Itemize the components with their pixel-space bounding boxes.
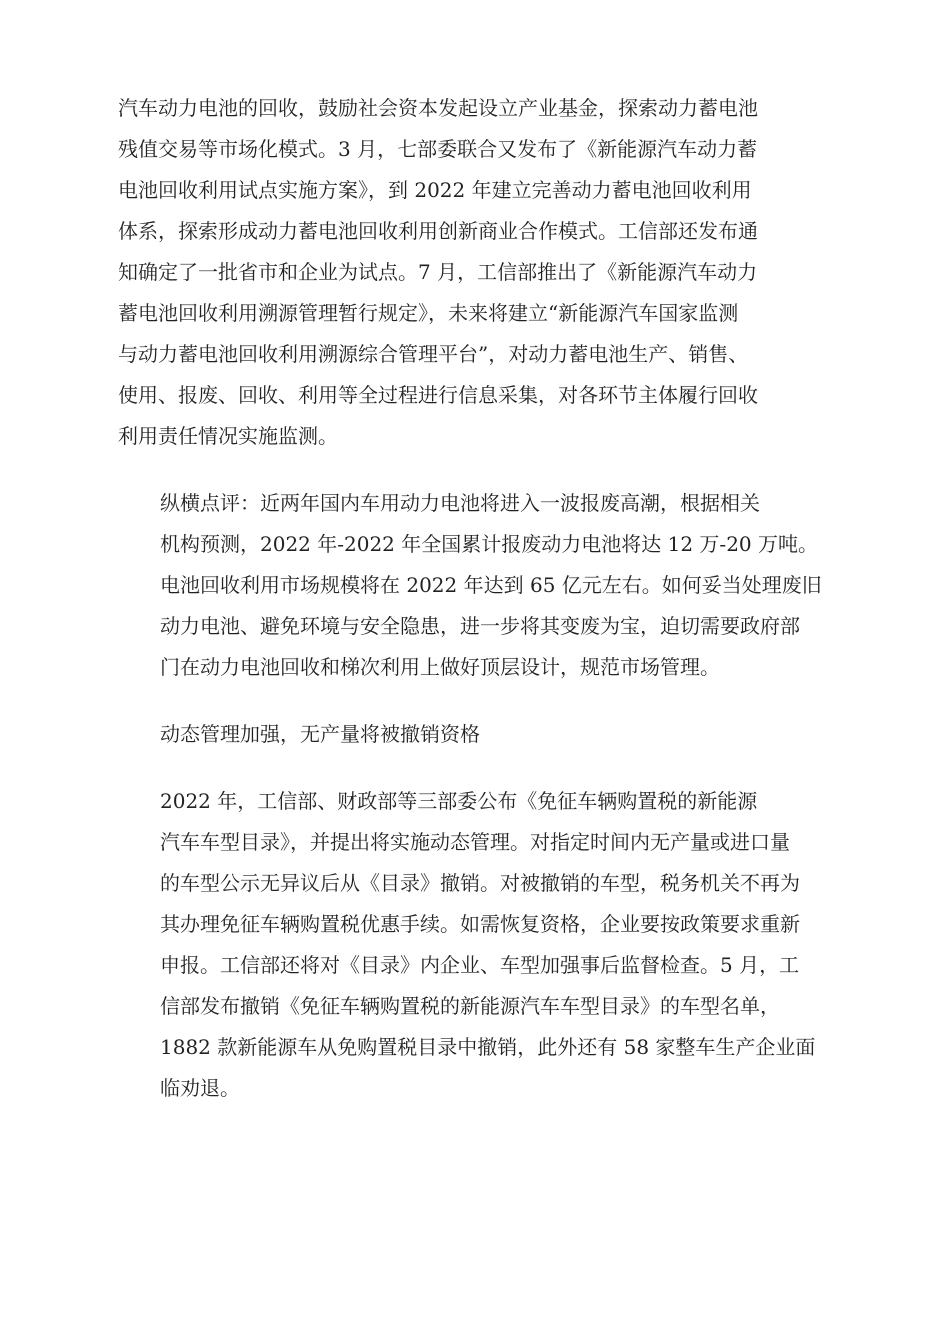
- paragraph-commentary: [118, 483, 834, 688]
- text-line: 蓄电池回收利用溯源管理暂行规定》，未来将建立“新能源汽车国家监测: [118, 301, 739, 325]
- paragraph-dynamic-management: [118, 781, 834, 1109]
- text-line: 汽车车型目录》，并提出将实施动态管理。对指定时间内无产量或进口量: [160, 830, 790, 854]
- text-line: 纵横点评：近两年国内车用动力电池将进入一波报废高潮，根据相关: [160, 491, 760, 515]
- text-line: 申报。工信部还将对《目录》内企业、车型加强事后监督检查。5 月，工: [160, 953, 800, 977]
- text-line: 使用、报废、回收、利用等全过程进行信息采集，对各环节主体履行回收: [118, 383, 758, 407]
- paragraph-battery-recycling-policy: [118, 88, 834, 457]
- text-line: 动力电池、避免环境与安全隐患，进一步将其变废为宝，迫切需要政府部: [160, 614, 800, 638]
- text-line: 1882 款新能源车从免购置税目录中撤销，此外还有 58 家整车生产企业面: [160, 1035, 816, 1059]
- document-body: [118, 88, 834, 1135]
- text-line: 利用责任情况实施监测。: [118, 424, 338, 448]
- text-line: 门在动力电池回收和梯次利用上做好顶层设计，规范市场管理。: [160, 655, 720, 679]
- text-line: 体系，探索形成动力蓄电池回收利用创新商业合作模式。工信部还发布通: [118, 219, 758, 243]
- text-line: 汽车动力电池的回收，鼓励社会资本发起设立产业基金，探索动力蓄电池: [118, 96, 758, 120]
- text-line: 与动力蓄电池回收利用溯源综合管理平台”，对动力蓄电池生产、销售、: [118, 342, 749, 366]
- text-line: 知确定了一批省市和企业为试点。7 月，工信部推出了《新能源汽车动力: [118, 260, 758, 284]
- text-line: 临劝退。: [160, 1076, 240, 1100]
- text-line: 信部发布撤销《免征车辆购置税的新能源汽车车型目录》的车型名单，: [160, 994, 780, 1018]
- section-heading: [118, 714, 834, 755]
- text-line: 电池回收利用市场规模将在 2022 年达到 65 亿元左右。如何妥当处理废旧: [160, 573, 822, 597]
- text-line: 残值交易等市场化模式。3 月，七部委联合又发布了《新能源汽车动力蓄: [118, 137, 758, 161]
- heading-line: 动态管理加强，无产量将被撤销资格: [160, 722, 480, 746]
- text-line: 机构预测，2022 年-2022 年全国累计报废动力电池将达 12 万-20 万吨。: [160, 532, 818, 556]
- text-line: 的车型公示无异议后从《目录》撤销。对被撤销的车型，税务机关不再为: [160, 871, 800, 895]
- text-line: 2022 年，工信部、财政部等三部委公布《免征车辆购置税的新能源: [160, 789, 758, 813]
- text-line: 电池回收利用试点实施方案》，到 2022 年建立完善动力蓄电池回收利用: [118, 178, 752, 202]
- text-line: 其办理免征车辆购置税优惠手续。如需恢复资格，企业要按政策要求重新: [160, 912, 800, 936]
